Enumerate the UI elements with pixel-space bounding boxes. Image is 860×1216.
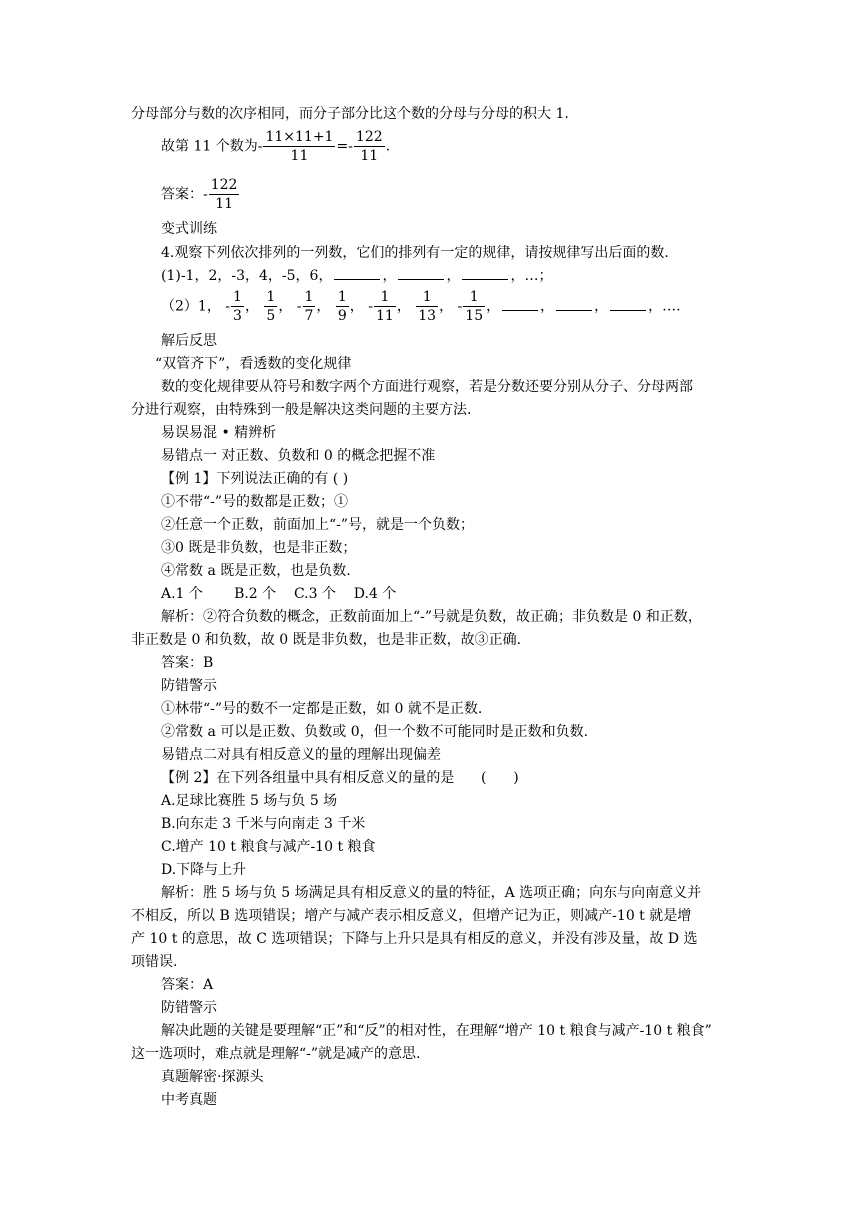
question-4-2: （2）1， - $\frac{1}{3}$ ， $\frac{1}{5}$ ， - $\frac{1}{7}$ ， $\frac{1}{9}$ ， - $\frac{1}{11}$ ， $\frac{1}{13}$ ， - $\frac{1}{15}$ ， ， ， ，…. bbox=[161, 289, 681, 324]
mistake-title: 易误易混 • 精辨析 bbox=[161, 425, 277, 441]
answer-blank[interactable] bbox=[462, 267, 508, 280]
reflect-paragraph: 分进行观察，由特殊到一般是解决这类问题的主要方法. bbox=[131, 402, 472, 418]
warning-paragraph: 这一选项时，难点就是理解“-”就是减产的意思. bbox=[131, 1046, 421, 1062]
reflect-subtitle: “双管齐下”，看透数的变化规律 bbox=[155, 356, 352, 372]
example-2-analysis: 解析：胜 5 场与负 5 场满足具有相反意义的量的特征，A 选项正确；向东与向南意义并 bbox=[161, 885, 702, 901]
example-2-option: A.足球比赛胜 5 场与负 5 场 bbox=[161, 793, 338, 809]
example-1-option: ④常数 a 既是正数，也是负数. bbox=[161, 563, 351, 579]
warning-paragraph: 解决此题的关键是要理解“正”和“反”的相对性，在理解“增产 10 t 粮食与减产-10 t 粮食” bbox=[161, 1023, 712, 1039]
fraction: $\frac{11\times 11+1}{11}$ bbox=[265, 129, 334, 164]
warning-title: 防错警示 bbox=[161, 678, 217, 694]
answer-blank[interactable] bbox=[502, 298, 538, 311]
example-1-choices: A.1 个 B.2 个 C.3 个 D.4 个 bbox=[161, 586, 397, 602]
intro-line: 分母部分与数的次序相同，而分子部分比这个数的分母与分母的积大 1. bbox=[131, 106, 569, 122]
example-2-option: B.向东走 3 千米与向南走 3 千米 bbox=[161, 816, 366, 832]
source-title: 真题解密·探源头 bbox=[161, 1069, 264, 1085]
answer-blank[interactable] bbox=[334, 267, 380, 280]
fraction: $\frac{122}{11}$ bbox=[355, 129, 383, 164]
answer-blank[interactable] bbox=[556, 298, 592, 311]
result-prefix: 故第 11 个数为- bbox=[161, 138, 263, 155]
fraction: $\frac{1}{9}$ bbox=[337, 289, 347, 324]
reflect-paragraph: 数的变化规律要从符号和数字两个方面进行观察，若是分数还要分别从分子、分母两部 bbox=[161, 379, 693, 395]
answer-blank[interactable] bbox=[398, 267, 444, 280]
example-1-analysis: 非正数是 0 和负数，故 0 既是非负数，也是非正数，故③正确. bbox=[131, 632, 522, 648]
answer-1: 答案：- $\frac{122}{11}$ bbox=[161, 177, 238, 212]
fraction: $\frac{1}{5}$ bbox=[266, 289, 276, 324]
mistake-point-1: 易错点一 对正数、负数和 0 的概念把握不准 bbox=[161, 448, 436, 464]
fraction: $\frac{1}{3}$ bbox=[233, 289, 242, 324]
example-2-answer: 答案：A bbox=[161, 977, 214, 993]
result-line: 故第 11 个数为- $\frac{11\times 11+1}{11}$ =- $\frac{122}{11}$ . bbox=[161, 129, 391, 164]
exam-title: 中考真题 bbox=[161, 1092, 217, 1108]
warning-item: ①林带“-”号的数不一定都是正数，如 0 就不是正数. bbox=[161, 701, 483, 717]
example-1-analysis: 解析：②符合负数的概念，正数前面加上“-”号就是负数，故正确；非负数是 0 和正数， bbox=[161, 609, 702, 625]
example-1: 【例 1】下列说法正确的有 ( ) bbox=[161, 471, 349, 487]
example-2-option: D.下降与上升 bbox=[161, 862, 247, 878]
example-2-option: C.增产 10 t 粮食与减产-10 t 粮食 bbox=[161, 839, 376, 855]
warning-title: 防错警示 bbox=[161, 1000, 217, 1016]
example-2-analysis: 项错误. bbox=[131, 954, 178, 970]
fraction: $\frac{1}{11}$ bbox=[375, 289, 394, 324]
example-1-option: ②任意一个正数，前面加上“-”号，就是一个负数； bbox=[161, 517, 475, 533]
answer-blank[interactable] bbox=[610, 298, 646, 311]
example-1-option: ①不带“-”号的数都是正数；① bbox=[161, 494, 349, 510]
question-4-1: (1)-1，2，-3，4，-5，6， ， ， ，…； bbox=[161, 268, 553, 284]
fraction: $\frac{1}{15}$ bbox=[465, 289, 484, 324]
example-1-option: ③0 既是非负数，也是非正数； bbox=[161, 540, 357, 556]
example-2-analysis: 不相反，所以 B 选项错误；增产与减产表示相反意义，但增产记为正，则减产-10 t 就是增 bbox=[131, 908, 692, 924]
warning-item: ②常数 a 可以是正数、负数或 0，但一个数不可能同时是正数和负数. bbox=[161, 724, 589, 740]
reflect-title: 解后反思 bbox=[161, 333, 217, 349]
mistake-point-2: 易错点二对具有相反意义的量的理解出现偏差 bbox=[161, 747, 441, 763]
example-2-analysis: 产 10 t 的意思，故 C 选项错误；下降与上升只是具有相反的意义，并没有涉及量，故 D 选 bbox=[131, 931, 698, 947]
fraction: $\frac{1}{13}$ bbox=[418, 289, 437, 324]
example-2: 【例 2】在下列各组量中具有相反意义的量的是 ( ) bbox=[161, 770, 519, 786]
question-4: 4.观察下列依次排列的一列数，它们的排列有一定的规律，请按规律写出后面的数. bbox=[161, 245, 669, 261]
fraction: $\frac{1}{7}$ bbox=[304, 289, 314, 324]
example-1-answer: 答案：B bbox=[161, 655, 214, 671]
variant-title: 变式训练 bbox=[161, 221, 217, 237]
fraction: $\frac{122}{11}$ bbox=[210, 177, 238, 212]
